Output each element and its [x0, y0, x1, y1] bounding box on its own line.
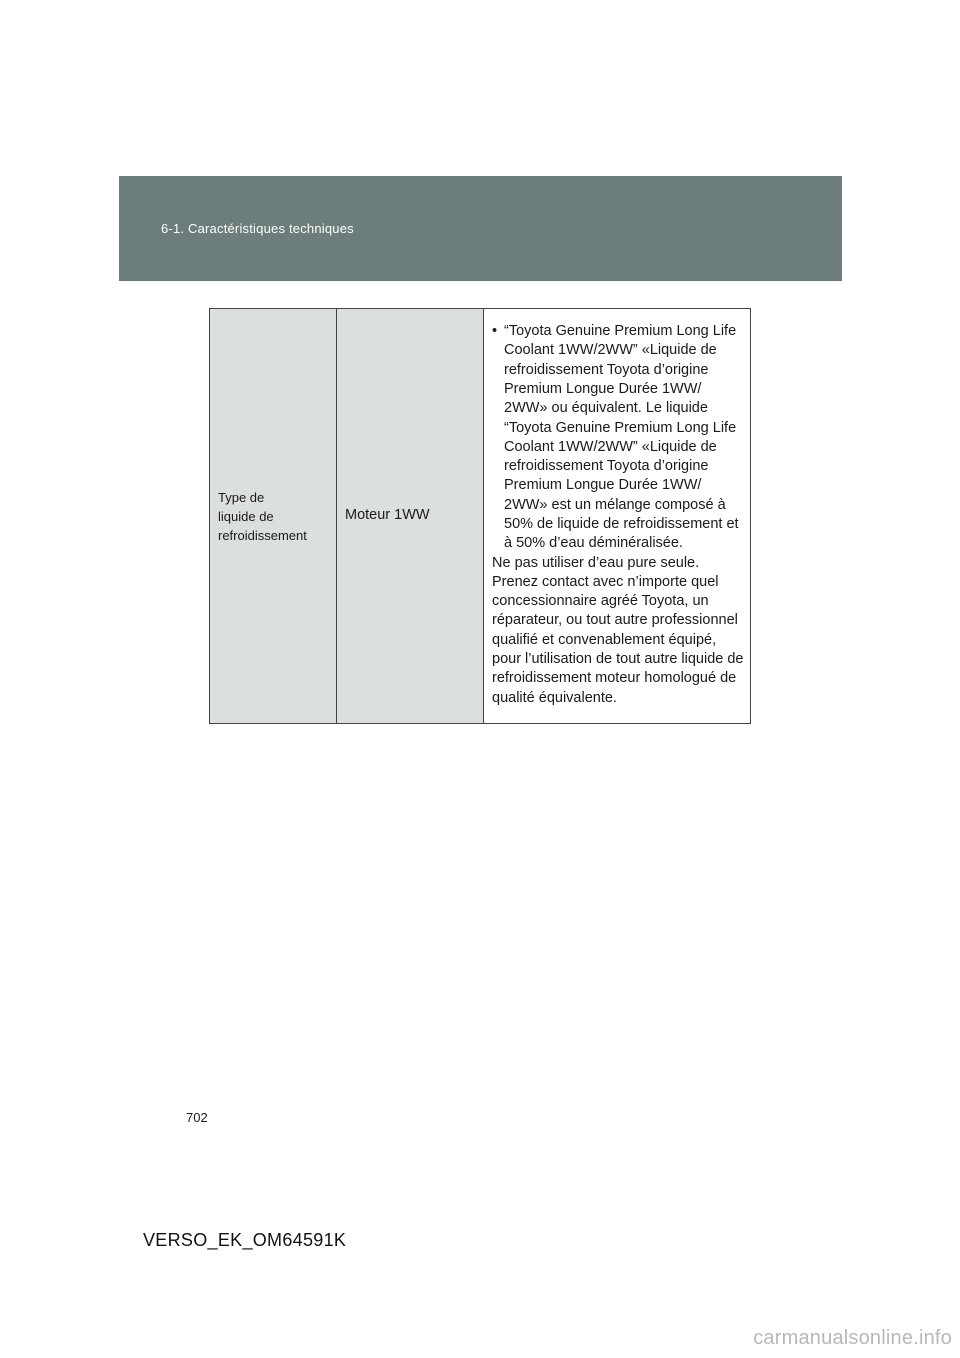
- section-header-band: [119, 176, 842, 281]
- coolant-description-cell: [484, 309, 751, 724]
- document-code: VERSO_EK_OM64591K: [143, 1230, 347, 1250]
- label-line-1: Type de: [218, 489, 265, 505]
- bullet-icon: •: [492, 323, 498, 340]
- engine-label: Moteur 1WW: [345, 507, 430, 524]
- coolant-spec-table: [209, 308, 751, 724]
- coolant-bullet-item: [492, 322, 746, 554]
- coolant-bullet-text: “Toyota Genuine Premium Long Life Coolant 1WW/2WW” «Liquide de refroidissement Toyota d’origine Premium Longue Durée 1WW/ 2WW» ou équivalent. Le liquide “Toyota Genuine Premium Long Life Coolant 1WW/2WW” «Liquide de refroidissement Toyota d’origine Premium Longue Durée 1WW/ 2WW» est un mélange composé à 50% de liquide de refroidissement et à 50% d’eau déminéralisée.: [504, 323, 739, 552]
- label-line-2: liquide de: [218, 508, 274, 524]
- page-number: 702: [186, 1110, 208, 1125]
- section-title: 6-1. Caractéristiques techniques: [161, 221, 354, 236]
- coolant-note-text: Ne pas utiliser d’eau pure seule. Prenez contact avec n’importe quel concessionnaire agréé Toyota, un réparateur, ou tout autre professionnel qualifié et convenablement équipé, pour l’utilisation de tout autre liquide de refroidissement moteur homologué de qualité équivalente.: [492, 554, 744, 706]
- table-row: [210, 309, 751, 724]
- coolant-type-label-cell: [210, 309, 337, 724]
- engine-cell: [337, 309, 484, 724]
- watermark: carmanualsonline.info: [753, 1327, 952, 1349]
- label-line-3: refroidissement: [218, 527, 307, 543]
